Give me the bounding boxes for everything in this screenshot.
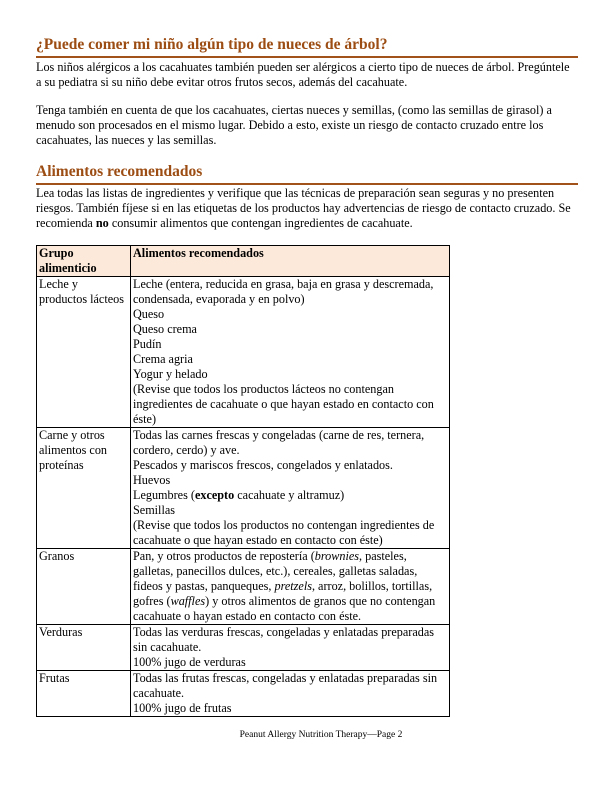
food-item: Todas las carnes frescas y congeladas (carne de res, ternera, cordero, cerdo) y ave.: [133, 428, 425, 457]
food-item: Queso crema: [133, 322, 197, 336]
food-item: Semillas: [133, 503, 175, 517]
food-item: 100% jugo de frutas: [133, 701, 232, 715]
group-cell: Leche y productos lácteos: [37, 277, 131, 428]
foods-cell: Pan, y otros productos de repostería (brownies, pasteles, galletas, panecillos dulces, etc.), cereales, galletas saladas, fideos y pastas, panqueques, pretzels, arroz, bolillos, tortillas, gofres (waffles) y otros alimentos de granos que no contengan cacahuate o hayan estado en contacto con éste.: [131, 549, 450, 625]
food-item: Leche (entera, reducida en grasa, baja en grasa y descremada, condensada, evaporada y en polvo): [133, 277, 434, 306]
food-item: Todas las frutas frescas, congeladas y enlatadas preparadas sin cacahuate.: [133, 671, 438, 700]
paragraph-read-labels: Lea todas las listas de ingredientes y verifique que las técnicas de preparación sean seguras y no presenten riesgos. También fíjese si en las etiquetas de los productos hay advertencias de riesgo de contacto cruzado. Se recomienda no consumir alimentos que contengan ingredientes de cacahuate.: [36, 186, 571, 230]
food-item: Queso: [133, 307, 165, 321]
food-note: (Revise que todos los productos lácteos no contengan ingredientes de cacahuate o que hayan estado en contacto con éste): [133, 382, 434, 426]
paragraph-tree-nuts: Los niños alérgicos a los cacahuates también pueden ser alérgicos a cierto tipo de nueces de árbol. Pregúntele a su pediatra si su niño debe evitar otros frutos secos, además del cacahuate.: [36, 60, 570, 89]
food-item: Pudín: [133, 337, 162, 351]
group-cell: Granos: [37, 549, 131, 625]
paragraph-cross-contact: Tenga también en cuenta de que los cacahuates, ciertas nueces y semillas, (como las semillas de girasol) a menudo son procesados en el mismo lugar. Debido a esto, existe un riesgo de contacto cruzado entre los cacahuates, las nueces y las semillas.: [36, 103, 552, 147]
food-item: Todas las verduras frescas, congeladas y enlatadas preparadas sin cacahuate.: [133, 625, 434, 654]
food-item: Crema agria: [133, 352, 193, 366]
food-item: Huevos: [133, 473, 171, 487]
food-item: Pescados y mariscos frescos, congelados y enlatados.: [133, 458, 393, 472]
table-row: [37, 549, 450, 625]
group-cell: Carne y otros alimentos con proteínas: [37, 428, 131, 549]
section-title-recommended-foods: Alimentos recomendados: [36, 163, 578, 185]
table-header-row: [37, 246, 450, 277]
food-item: 100% jugo de verduras: [133, 655, 246, 669]
table-row: [37, 277, 450, 428]
group-cell: Frutas: [37, 671, 131, 717]
column-header-foods: Alimentos recomendados: [131, 246, 450, 277]
table-row: [37, 428, 450, 549]
food-item: Legumbres (excepto cacahuate y altramuz): [133, 488, 345, 502]
section-title-tree-nuts: ¿Puede comer mi niño algún tipo de nueces de árbol?: [36, 36, 578, 58]
table-row: [37, 671, 450, 717]
food-note: (Revise que todos los productos no contengan ingredientes de cacahuate o que hayan estado en contacto con éste): [133, 518, 435, 547]
foods-cell: [131, 428, 450, 549]
foods-cell: [131, 671, 450, 717]
table-row: [37, 625, 450, 671]
recommended-foods-table: [36, 245, 450, 717]
food-item: Yogur y helado: [133, 367, 208, 381]
foods-cell: [131, 625, 450, 671]
foods-cell: [131, 277, 450, 428]
column-header-group: Grupo alimenticio: [37, 246, 131, 277]
group-cell: Verduras: [37, 625, 131, 671]
page-footer: Peanut Allergy Nutrition Therapy—Page 2: [239, 730, 403, 740]
